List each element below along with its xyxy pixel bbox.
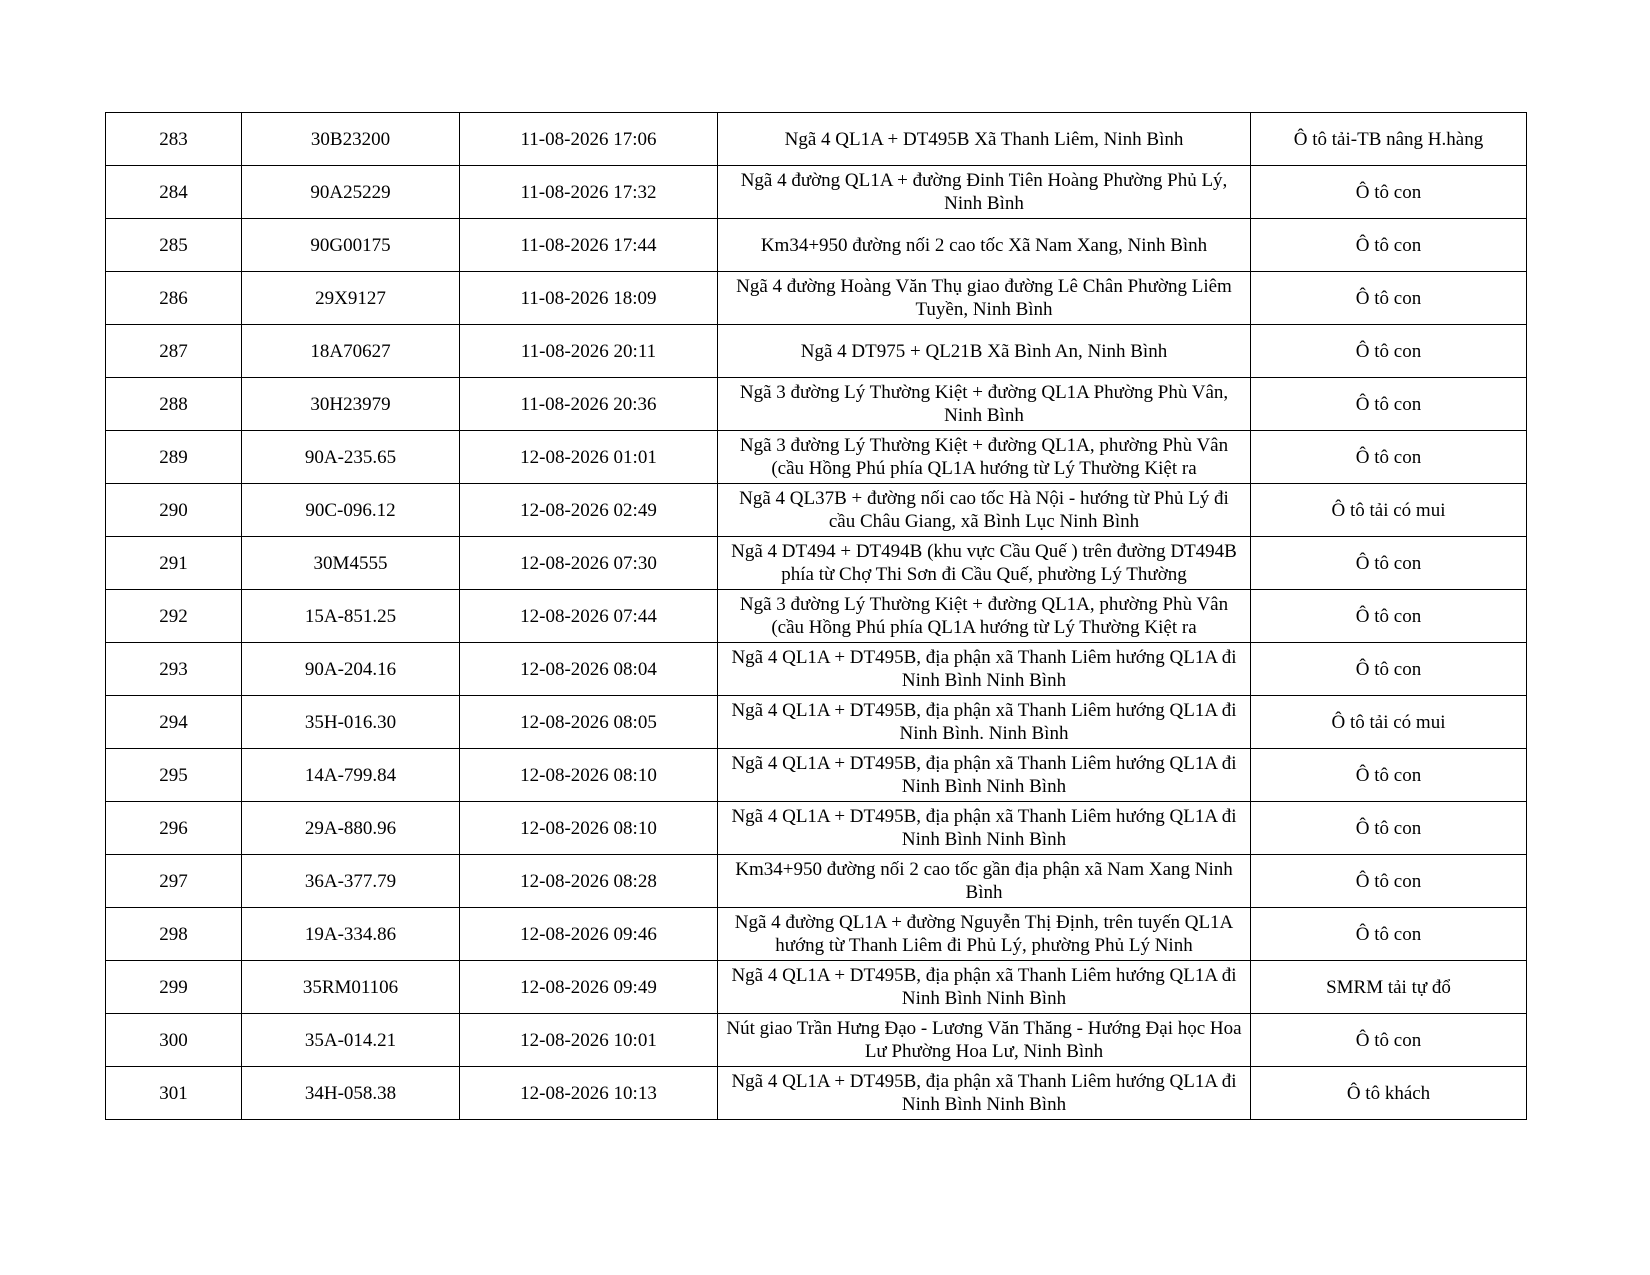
- row-number-cell: 290: [106, 484, 242, 537]
- violation-time-cell: 12-08-2026 08:10: [460, 802, 718, 855]
- table-row: [106, 1014, 1527, 1067]
- location-text: Ngã 4 QL1A + DT495B, địa phận xã Thanh Liêm hướng QL1A đi Ninh Bình Ninh Bình: [731, 753, 1237, 797]
- table-body: [106, 113, 1527, 1120]
- location-text: Ngã 4 đường QL1A + đường Đinh Tiên Hoàng Phường Phủ Lý, Ninh Bình: [740, 170, 1228, 214]
- violations-table: [105, 112, 1527, 1120]
- row-number-cell: 283: [106, 113, 242, 166]
- location-text: Ngã 4 QL1A + DT495B, địa phận xã Thanh Liêm hướng QL1A đi Ninh Bình. Ninh Bình: [731, 700, 1237, 744]
- violation-time-cell: 11-08-2026 17:06: [460, 113, 718, 166]
- vehicle-type-cell: Ô tô con: [1251, 855, 1527, 908]
- table-row: [106, 325, 1527, 378]
- row-number-cell: 288: [106, 378, 242, 431]
- location-cell: [718, 696, 1251, 749]
- table-row: [106, 749, 1527, 802]
- violation-time-cell: 12-08-2026 07:44: [460, 590, 718, 643]
- vehicle-type-cell: Ô tô con: [1251, 749, 1527, 802]
- location-text: Ngã 4 đường QL1A + đường Nguyễn Thị Định, trên tuyến QL1A hướng từ Thanh Liêm đi Phủ Lý, phường Phủ Lý Ninh: [734, 912, 1234, 956]
- table-row: [106, 431, 1527, 484]
- location-text: Ngã 4 QL1A + DT495B Xã Thanh Liêm, Ninh Bình: [784, 128, 1184, 150]
- license-plate-cell: 34H-058.38: [242, 1067, 460, 1120]
- location-text: Ngã 4 QL1A + DT495B, địa phận xã Thanh Liêm hướng QL1A đi Ninh Bình Ninh Bình: [731, 1071, 1237, 1115]
- row-number-cell: 294: [106, 696, 242, 749]
- row-number-cell: 293: [106, 643, 242, 696]
- vehicle-type-cell: Ô tô con: [1251, 1014, 1527, 1067]
- vehicle-type-cell: Ô tô con: [1251, 431, 1527, 484]
- table-row: [106, 166, 1527, 219]
- violation-time-cell: 12-08-2026 09:46: [460, 908, 718, 961]
- row-number-cell: 284: [106, 166, 242, 219]
- location-cell: [718, 484, 1251, 537]
- violation-time-cell: 12-08-2026 07:30: [460, 537, 718, 590]
- location-text: Ngã 4 QL1A + DT495B, địa phận xã Thanh Liêm hướng QL1A đi Ninh Bình Ninh Bình: [731, 965, 1237, 1009]
- vehicle-type-cell: Ô tô con: [1251, 643, 1527, 696]
- row-number-cell: 299: [106, 961, 242, 1014]
- location-text: Ngã 4 đường Hoàng Văn Thụ giao đường Lê Chân Phường Liêm Tuyền, Ninh Bình: [736, 276, 1232, 320]
- row-number-cell: 296: [106, 802, 242, 855]
- location-cell: [718, 219, 1251, 272]
- location-text: Ngã 4 DT975 + QL21B Xã Bình An, Ninh Bình: [800, 340, 1168, 362]
- table-row: [106, 961, 1527, 1014]
- table-row: [106, 696, 1527, 749]
- table-row: [106, 1067, 1527, 1120]
- license-plate-cell: 30H23979: [242, 378, 460, 431]
- location-cell: [718, 855, 1251, 908]
- location-cell: [718, 961, 1251, 1014]
- table-row: [106, 802, 1527, 855]
- location-text: Ngã 4 DT494 + DT494B (khu vực Cầu Quế ) trên đường DT494B phía từ Chợ Thi Sơn đi Cầu Quế, phường Lý Thường: [731, 541, 1237, 585]
- license-plate-cell: 19A-334.86: [242, 908, 460, 961]
- location-cell: [718, 749, 1251, 802]
- violation-time-cell: 11-08-2026 17:44: [460, 219, 718, 272]
- row-number-cell: 298: [106, 908, 242, 961]
- location-text: Ngã 3 đường Lý Thường Kiệt + đường QL1A, phường Phù Vân (cầu Hồng Phú phía QL1A hướng từ Lý Thường Kiệt ra: [739, 435, 1229, 479]
- table-row: [106, 113, 1527, 166]
- violation-time-cell: 11-08-2026 20:36: [460, 378, 718, 431]
- license-plate-cell: 35H-016.30: [242, 696, 460, 749]
- license-plate-cell: 90A-235.65: [242, 431, 460, 484]
- location-cell: [718, 113, 1251, 166]
- violation-time-cell: 12-08-2026 09:49: [460, 961, 718, 1014]
- violation-time-cell: 12-08-2026 08:04: [460, 643, 718, 696]
- table-row: [106, 219, 1527, 272]
- vehicle-type-cell: Ô tô con: [1251, 537, 1527, 590]
- license-plate-cell: 30B23200: [242, 113, 460, 166]
- row-number-cell: 291: [106, 537, 242, 590]
- vehicle-type-cell: Ô tô con: [1251, 166, 1527, 219]
- license-plate-cell: 29X9127: [242, 272, 460, 325]
- location-cell: [718, 1014, 1251, 1067]
- violation-time-cell: 12-08-2026 08:10: [460, 749, 718, 802]
- location-cell: [718, 166, 1251, 219]
- table-row: [106, 484, 1527, 537]
- location-text: Nút giao Trần Hưng Đạo - Lương Văn Thăng - Hướng Đại học Hoa Lư Phường Hoa Lư, Ninh Bình: [726, 1018, 1242, 1062]
- vehicle-type-cell: Ô tô tải-TB nâng H.hàng: [1251, 113, 1527, 166]
- vehicle-type-cell: Ô tô con: [1251, 272, 1527, 325]
- row-number-cell: 289: [106, 431, 242, 484]
- violation-time-cell: 12-08-2026 01:01: [460, 431, 718, 484]
- table-row: [106, 855, 1527, 908]
- location-cell: [718, 908, 1251, 961]
- table-row: [106, 908, 1527, 961]
- violation-time-cell: 11-08-2026 18:09: [460, 272, 718, 325]
- vehicle-type-cell: Ô tô con: [1251, 590, 1527, 643]
- location-cell: [718, 378, 1251, 431]
- license-plate-cell: 36A-377.79: [242, 855, 460, 908]
- location-text: Ngã 3 đường Lý Thường Kiệt + đường QL1A Phường Phù Vân, Ninh Bình: [739, 382, 1229, 426]
- license-plate-cell: 90G00175: [242, 219, 460, 272]
- violation-time-cell: 12-08-2026 08:05: [460, 696, 718, 749]
- table-row: [106, 590, 1527, 643]
- license-plate-cell: 14A-799.84: [242, 749, 460, 802]
- vehicle-type-cell: Ô tô khách: [1251, 1067, 1527, 1120]
- table-row: [106, 378, 1527, 431]
- location-cell: [718, 272, 1251, 325]
- location-cell: [718, 1067, 1251, 1120]
- location-cell: [718, 643, 1251, 696]
- vehicle-type-cell: Ô tô con: [1251, 378, 1527, 431]
- license-plate-cell: 90A-204.16: [242, 643, 460, 696]
- license-plate-cell: 18A70627: [242, 325, 460, 378]
- table-row: [106, 272, 1527, 325]
- vehicle-type-cell: Ô tô tải có mui: [1251, 696, 1527, 749]
- license-plate-cell: 35RM01106: [242, 961, 460, 1014]
- license-plate-cell: 15A-851.25: [242, 590, 460, 643]
- vehicle-type-cell: Ô tô con: [1251, 219, 1527, 272]
- vehicle-type-cell: Ô tô tải có mui: [1251, 484, 1527, 537]
- row-number-cell: 297: [106, 855, 242, 908]
- location-cell: [718, 325, 1251, 378]
- license-plate-cell: 29A-880.96: [242, 802, 460, 855]
- violation-time-cell: 11-08-2026 20:11: [460, 325, 718, 378]
- location-cell: [718, 431, 1251, 484]
- location-cell: [718, 802, 1251, 855]
- location-text: Ngã 4 QL37B + đường nối cao tốc Hà Nội - hướng từ Phủ Lý đi cầu Châu Giang, xã Bình Lục Ninh Bình: [739, 488, 1229, 532]
- row-number-cell: 301: [106, 1067, 242, 1120]
- vehicle-type-cell: Ô tô con: [1251, 908, 1527, 961]
- vehicle-type-cell: Ô tô con: [1251, 325, 1527, 378]
- location-text: Ngã 4 QL1A + DT495B, địa phận xã Thanh Liêm hướng QL1A đi Ninh Bình Ninh Bình: [731, 647, 1237, 691]
- table-row: [106, 643, 1527, 696]
- row-number-cell: 285: [106, 219, 242, 272]
- row-number-cell: 286: [106, 272, 242, 325]
- location-text: Ngã 4 QL1A + DT495B, địa phận xã Thanh Liêm hướng QL1A đi Ninh Bình Ninh Bình: [731, 806, 1237, 850]
- table-row: [106, 537, 1527, 590]
- violation-time-cell: 12-08-2026 08:28: [460, 855, 718, 908]
- location-text: Ngã 3 đường Lý Thường Kiệt + đường QL1A, phường Phù Vân (cầu Hồng Phú phía QL1A hướng từ Lý Thường Kiệt ra: [739, 594, 1229, 638]
- vehicle-type-cell: SMRM tải tự đổ: [1251, 961, 1527, 1014]
- row-number-cell: 292: [106, 590, 242, 643]
- location-cell: [718, 590, 1251, 643]
- license-plate-cell: 30M4555: [242, 537, 460, 590]
- license-plate-cell: 90C-096.12: [242, 484, 460, 537]
- location-text: Km34+950 đường nối 2 cao tốc gần địa phận xã Nam Xang Ninh Bình: [735, 859, 1233, 903]
- violation-time-cell: 12-08-2026 02:49: [460, 484, 718, 537]
- row-number-cell: 295: [106, 749, 242, 802]
- vehicle-type-cell: Ô tô con: [1251, 802, 1527, 855]
- violation-time-cell: 11-08-2026 17:32: [460, 166, 718, 219]
- row-number-cell: 300: [106, 1014, 242, 1067]
- location-text: Km34+950 đường nối 2 cao tốc Xã Nam Xang, Ninh Bình: [760, 234, 1208, 256]
- row-number-cell: 287: [106, 325, 242, 378]
- license-plate-cell: 35A-014.21: [242, 1014, 460, 1067]
- violation-time-cell: 12-08-2026 10:13: [460, 1067, 718, 1120]
- location-cell: [718, 537, 1251, 590]
- violation-time-cell: 12-08-2026 10:01: [460, 1014, 718, 1067]
- license-plate-cell: 90A25229: [242, 166, 460, 219]
